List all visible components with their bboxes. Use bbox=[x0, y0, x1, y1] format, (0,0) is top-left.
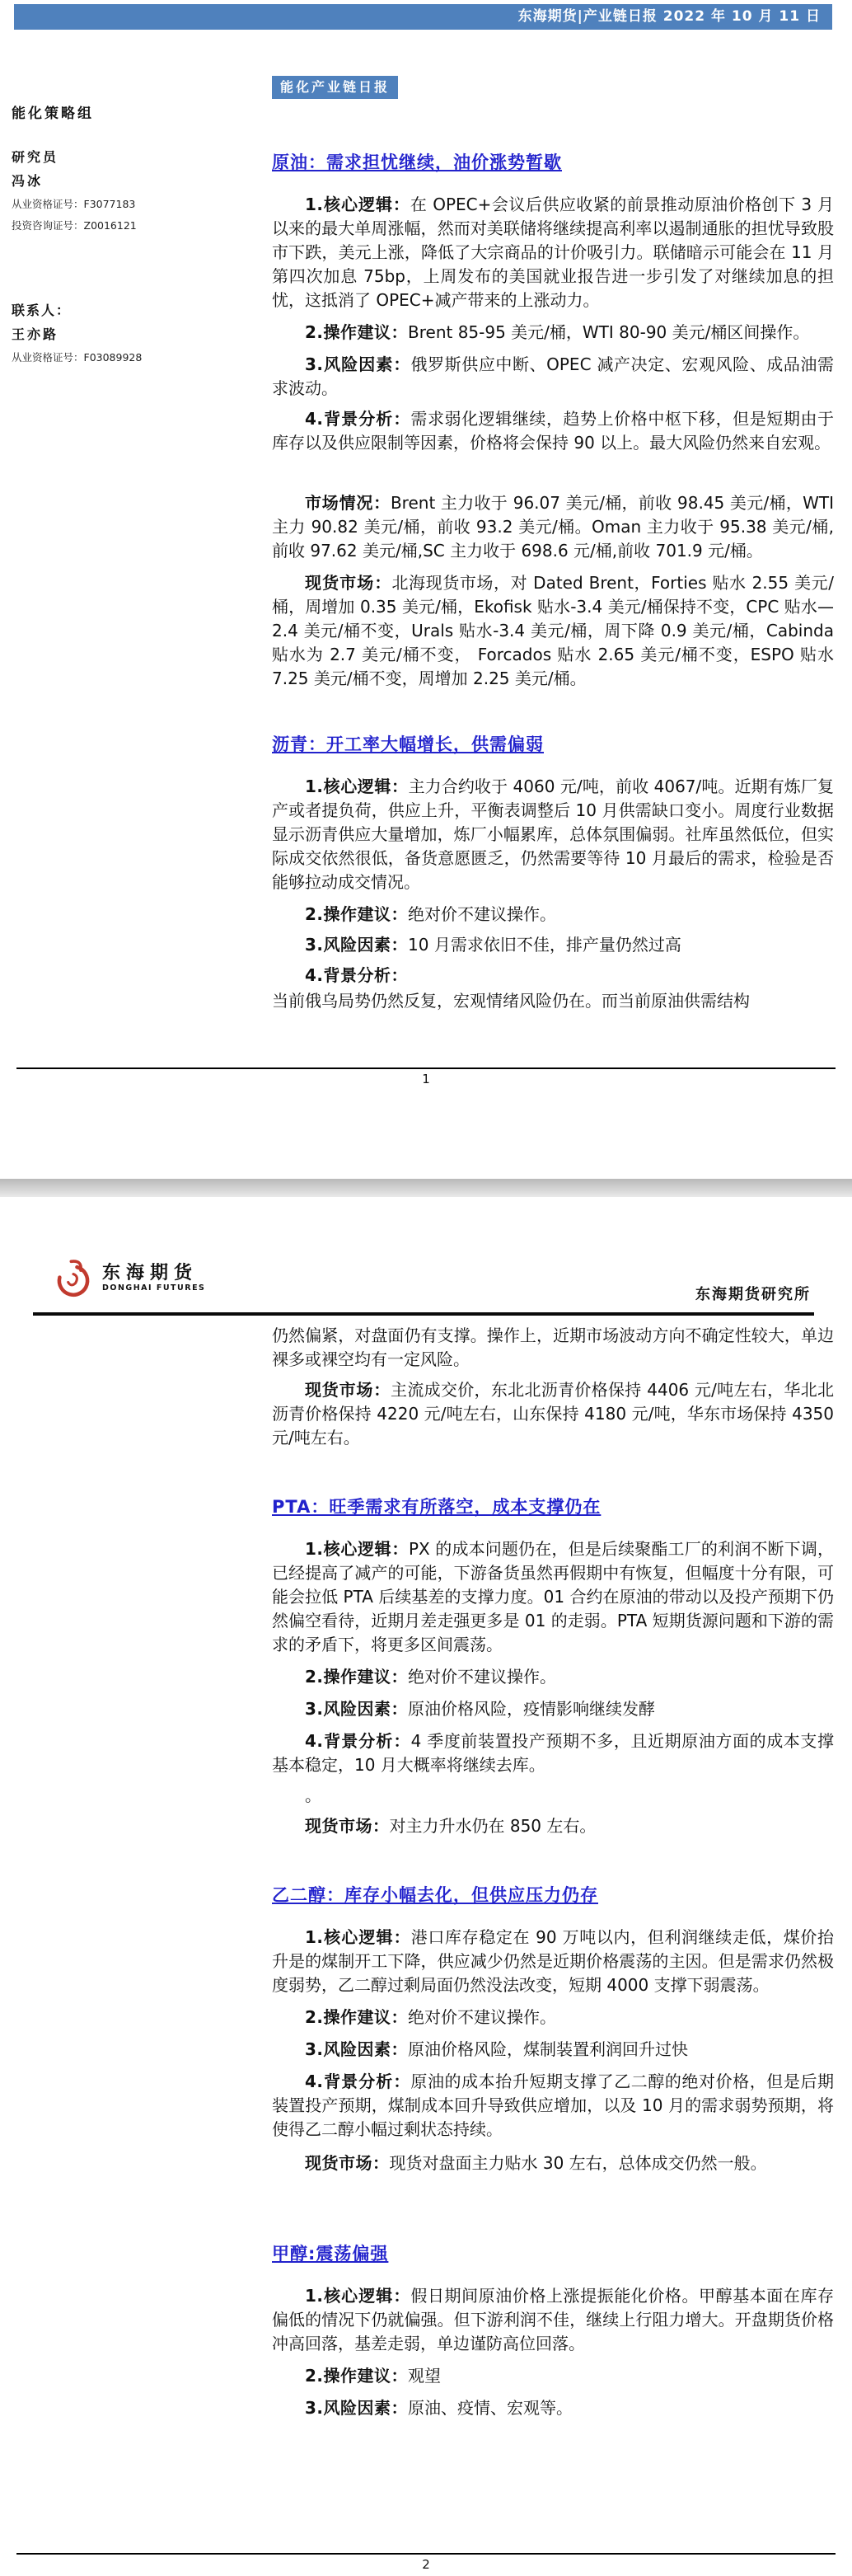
paragraph-label: 1.核心逻辑： bbox=[305, 1539, 409, 1559]
paragraph-label: 2.操作建议： bbox=[305, 904, 409, 924]
section-title: 乙二醇：库存小幅去化，但供应压力仍存 bbox=[272, 1885, 598, 1905]
report-paragraph: 现货市场：北海现货市场，对 Dated Brent，Forties 贴水 2.55 美元/桶，周增加 0.35 美元/桶，Ekofisk 贴水-3.4 美元/桶保持不变，CPC 贴水—2.4 美元/桶不变，Urals 贴水-3.4 美元/桶，周下降 0.9 美元/桶，Cabinda 贴水为 2.7 美元/桶不变， Forcados 贴水 2.65 美元/桶不变，ESPO 贴水 7.25 美元/桶不变，周增加 2.25 美元/桶。 bbox=[272, 573, 834, 688]
report-paragraph: 3.风险因素：原油价格风险，煤制装置利润回升过快 bbox=[305, 2039, 689, 2059]
page-separator bbox=[0, 1179, 852, 1197]
report-paragraph: 4.背景分析：需求弱化逻辑继续，趋势上价格中枢下移，但是短期由于库存以及供应限制等因素，价格将会保持 90 以上。最大风险仍然来自宏观。 bbox=[272, 409, 835, 453]
paragraph-label: 1.核心逻辑： bbox=[305, 1927, 411, 1947]
section-title: 甲醇:震荡偏强 bbox=[272, 2244, 389, 2264]
logo-name-cn: 东海期货 bbox=[102, 1263, 199, 1283]
paragraph-label: 2.操作建议： bbox=[305, 322, 409, 342]
donghai-dragon-icon bbox=[51, 1256, 96, 1301]
paragraph-label: 现货市场： bbox=[305, 573, 392, 593]
author-sidebar bbox=[12, 101, 147, 364]
report-paragraph: 1.核心逻辑：港口库存稳定在 90 万吨以内，但利润继续走低，煤价抬升是的煤制开工下降，供应减少仍然是近期价格震荡的主因。但是需求仍然极度弱势，乙二醇过剩局面仍然没法改变，短期 4000 支撑下弱震荡。 bbox=[272, 1927, 834, 1995]
report-paragraph: 3.风险因素：俄罗斯供应中断、OPEC 减产决定、宏观风险、成品油需求波动。 bbox=[272, 354, 835, 398]
institute-name: 东海期货研究所 bbox=[695, 1286, 811, 1303]
report-paragraph: 现货市场：现货对盘面主力贴水 30 左右，总体成交仍然一般。 bbox=[305, 2153, 767, 2173]
report-paragraph: 3.风险因素：原油、疫情、宏观等。 bbox=[305, 2398, 573, 2418]
report-badge: 能化产业链日报 bbox=[272, 76, 398, 99]
paragraph-label: 3.风险因素： bbox=[305, 354, 411, 374]
report-paragraph: 1.核心逻辑：主力合约收于 4060 元/吨，前收 4067/吨。近期有炼厂复产或者提负荷，供应上升，平衡表调整后 10 月供需缺口变小。周度行业数据显示沥青供应大量增加，炼厂小幅累库，总体氛围偏弱。社库虽然低位，但实际成交依然很低，备货意愿匮乏，仍然需要等待 10 月最后的需求，检验是否能够拉动成交情况。 bbox=[272, 777, 834, 892]
paragraph-label: 现货市场： bbox=[305, 1816, 390, 1836]
paragraph-label: 1.核心逻辑： bbox=[305, 195, 410, 214]
report-section bbox=[272, 1494, 834, 1838]
paragraph-label: 4.背景分析： bbox=[305, 409, 411, 429]
paragraph-label: 现货市场： bbox=[305, 1380, 391, 1400]
report-paragraph: 1.核心逻辑：在 OPEC+会议后供应收紧的前景推动原油价格创下 3 月以来的最大单周涨幅，然而对美联储将继续提高利率以遏制通胀的担忧导致股市下跌，美元上涨，降低了大宗商品的计价吸引力。联储暗示可能会在 11 月第四次加息 75bp，上周发布的美国就业报告进一步引发了对继续加息的担忧，这抵消了 OPEC+减产带来的上涨动力。 bbox=[272, 195, 834, 310]
page2-sections bbox=[272, 1324, 834, 2420]
paragraph-label: 4.背景分析： bbox=[305, 965, 409, 985]
paragraph-label: 3.风险因素： bbox=[305, 935, 409, 955]
researcher-name: 冯冰 bbox=[12, 173, 44, 189]
page2-header-rule bbox=[33, 1312, 814, 1316]
report-section bbox=[272, 150, 834, 691]
researcher-label: 研究员 bbox=[12, 149, 59, 165]
section-title: 原油：需求担忧继续，油价涨势暂歇 bbox=[272, 152, 562, 172]
paragraph-label: 3.风险因素： bbox=[305, 2039, 409, 2059]
page1-sections bbox=[272, 150, 834, 1013]
page2-footer-rule bbox=[16, 2553, 836, 2555]
report-section bbox=[272, 1883, 834, 2175]
report-paragraph: 现货市场：主流成交价，东北北沥青价格保持 4406 元/吨左右，华北北沥青价格保持 4220 元/吨左右，山东保持 4180 元/吨，华东市场保持 4350 元/吨左右。 bbox=[272, 1380, 834, 1448]
contact-label: 联系人： bbox=[12, 303, 72, 318]
report-paragraph: 1.核心逻辑：PX 的成本问题仍在，但是后续聚酯工厂的利润不断下调，已经提高了减产的可能，下游备货虽然再假期中有恢复，但幅度十分有限，可能会拉低 PTA 后续基差的支撑力度。01 合约在原油的带动以及投产预期下仍然偏空看待，近期月差走强更多是 01 的走弱。PTA 短期货源问题和下游的需求的矛盾下，将更多区间震荡。 bbox=[272, 1539, 835, 1654]
report-section bbox=[272, 732, 834, 1013]
researcher-advisory-number: 投资咨询证号：Z0016121 bbox=[12, 219, 137, 232]
report-paragraph: 2.操作建议：绝对价不建议操作。 bbox=[305, 1667, 557, 1687]
report-paragraph: 2.操作建议：绝对价不建议操作。 bbox=[305, 904, 557, 924]
report-page-1 bbox=[0, 4, 852, 1179]
paragraph-label: 2.操作建议： bbox=[305, 1667, 409, 1687]
page1-main-column bbox=[272, 30, 834, 1013]
contact-cert-number: 从业资格证号：F03089928 bbox=[12, 351, 143, 364]
team-name: 能化策略组 bbox=[12, 106, 94, 122]
report-section bbox=[272, 2241, 834, 2420]
report-section bbox=[272, 1324, 834, 1450]
section-title: PTA：旺季需求有所落空，成本支撑仍在 bbox=[272, 1497, 602, 1517]
report-page-2 bbox=[0, 1256, 852, 2576]
report-paragraph: 2.操作建议：观望 bbox=[305, 2366, 442, 2386]
paragraph-label: 1.核心逻辑： bbox=[305, 2286, 411, 2306]
paragraph-label: 3.风险因素： bbox=[305, 2398, 409, 2418]
report-paragraph: 2.操作建议：绝对价不建议操作。 bbox=[305, 2007, 557, 2027]
page2-number: 2 bbox=[422, 2557, 430, 2572]
paragraph-label: 1.核心逻辑： bbox=[305, 777, 409, 796]
paragraph-label: 3.风险因素： bbox=[305, 1699, 409, 1719]
report-paragraph: 当前俄乌局势仍然反复，宏观情绪风险仍在。而当前原油供需结构 bbox=[272, 991, 750, 1011]
report-paragraph: 仍然偏紧，对盘面仍有支撑。操作上，近期市场波动方向不确定性较大，单边裸多或裸空均有一定风险。 bbox=[272, 1326, 834, 1369]
report-paragraph: 2.操作建议：Brent 85-95 美元/桶，WTI 80-90 美元/桶区间操作。 bbox=[305, 322, 810, 342]
report-paragraph: 4.背景分析：原油的成本抬升短期支撑了乙二醇的绝对价格，但是后期装置投产预期，煤制成本回升导致供应增加，以及 10 月的需求弱势预期，将使得乙二醇小幅过剩状态持续。 bbox=[272, 2072, 835, 2139]
report-paragraph: 现货市场：对主力升水仍在 850 左右。 bbox=[305, 1816, 597, 1836]
banner-title: 东海期货|产业链日报 2022 年 10 月 11 日 bbox=[517, 8, 821, 25]
researcher-cert-number: 从业资格证号：F3077183 bbox=[12, 198, 136, 210]
top-banner bbox=[14, 4, 832, 30]
report-paragraph: 3.风险因素：原油价格风险，疫情影响继续发酵 bbox=[305, 1699, 656, 1719]
page2-header bbox=[0, 1256, 852, 1306]
report-paragraph: 市场情况：Brent 主力收于 96.07 美元/桶，前收 98.45 美元/桶，WTI 主力 90.82 美元/桶，前收 93.2 美元/桶。Oman 主力收于 95.38 美元/桶,前收 97.62 美元/桶,SC 主力收于 698.6 元/桶,前收 701.9 元/桶。 bbox=[272, 493, 835, 561]
paragraph-label: 4.背景分析： bbox=[305, 2072, 411, 2091]
report-paragraph: 1.核心逻辑：假日期间原油价格上涨提振能化价格。甲醇基本面在库存偏低的情况下仍就偏强。但下游利润不佳，继续上行阻力增大。开盘期货价格冲高回落，基差走弱，单边谨防高位回落。 bbox=[272, 2286, 835, 2353]
report-paragraph: 3.风险因素：10 月需求依旧不佳，排产量仍然过高 bbox=[305, 935, 681, 955]
page1-number: 1 bbox=[422, 1072, 430, 1086]
page2-main-column bbox=[272, 1324, 834, 2420]
logo-text bbox=[102, 1264, 205, 1293]
paragraph-label: 2.操作建议： bbox=[305, 2007, 409, 2027]
report-canvas bbox=[0, 4, 852, 2572]
report-paragraph: 4.背景分析：4 季度前装置投产预期不多，且近期原油方面的成本支撑基本稳定，10 月大概率将继续去库。 bbox=[272, 1731, 834, 1775]
contact-name: 王亦路 bbox=[12, 326, 59, 342]
paragraph-label: 2.操作建议： bbox=[305, 2366, 409, 2386]
section-title: 沥青：开工率大幅增长，供需偏弱 bbox=[272, 734, 544, 754]
company-logo bbox=[51, 1256, 205, 1301]
page1-footer-rule bbox=[16, 1067, 836, 1069]
paragraph-label: 现货市场： bbox=[305, 2153, 390, 2173]
logo-name-en: DONGHAI FUTURES bbox=[102, 1283, 206, 1293]
report-paragraph bbox=[272, 964, 834, 988]
paragraph-label: 4.背景分析： bbox=[305, 1731, 411, 1751]
report-paragraph: 。 bbox=[305, 1785, 321, 1805]
paragraph-label: 市场情况： bbox=[305, 493, 391, 513]
